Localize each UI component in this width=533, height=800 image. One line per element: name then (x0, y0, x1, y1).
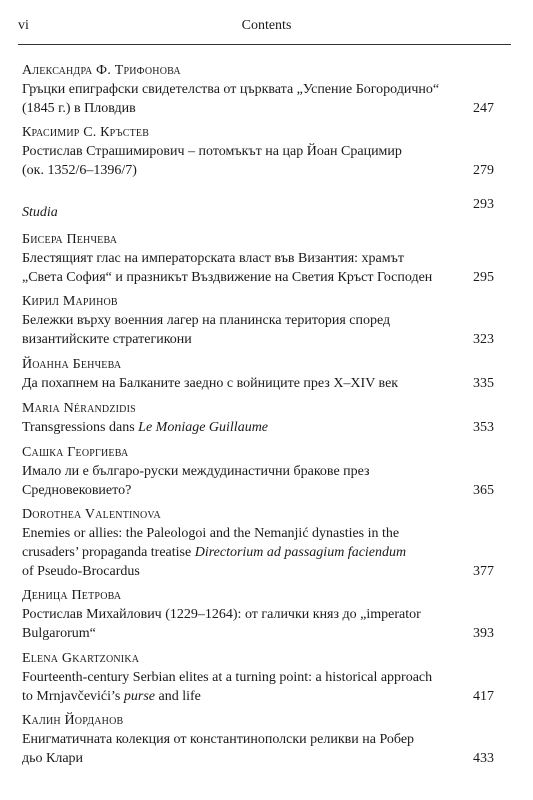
entry-title: Ростислав Страшимирович – потомъкът на цар Йоан Срацимир (ок. 1352/6–1396/7) (22, 144, 402, 178)
toc-entry (22, 231, 492, 287)
entry-author: Elena Gkartzonika (22, 651, 140, 666)
toc-entry (22, 712, 492, 768)
entry-author: Александра Ф. Трифонова (22, 63, 181, 78)
section-heading (22, 197, 494, 222)
entry-page: 323 (473, 332, 494, 347)
entry-title: Да похапнем на Балканите заедно с войниците през X–XIV век (22, 376, 399, 391)
entry-page: 393 (473, 626, 494, 641)
entry-author: Бисера Пенчева (22, 232, 118, 247)
entry-page: 247 (473, 101, 494, 116)
entry-title: Ростислав Михайлович (1229–1264): от галички княз до „imperator Bulgarorum“ (22, 607, 421, 641)
entry-page: 353 (473, 420, 494, 435)
entry-page: 417 (473, 689, 494, 704)
entry-title: Гръцки епиграфски свидетелства от църквата „Успение Богородично“ (1845 г.) в Пловдив (22, 82, 440, 116)
entry-title: Имало ли е българо-руски междудинастични бракове през Средновековието? (22, 464, 370, 498)
entry-title: Енигматичната колекция от константинополски реликви на Робер дьо Клари (22, 732, 415, 766)
entry-page: 433 (473, 751, 494, 766)
entry-page: 295 (473, 270, 494, 285)
section-label: Studia (22, 205, 58, 220)
entry-page: 365 (473, 483, 494, 498)
entry-title: Transgressions dans Le Moniage Guillaume (22, 420, 269, 435)
toc-entry (22, 356, 492, 393)
entry-author: Maria Nérandzidis (22, 401, 136, 416)
entry-author: Красимир С. Кръстев (22, 125, 150, 140)
entry-author: Калин Йорданов (22, 713, 124, 728)
toc-entry (22, 62, 492, 118)
entry-author: Кирил Маринов (22, 294, 118, 309)
toc-entry (22, 400, 492, 437)
entry-title: Fourteenth-century Serbian elites at a turning point: a historical approach to Mrnjavčevići’s purse and life (22, 670, 433, 704)
entry-author: Сашка Георгиева (22, 445, 129, 460)
entry-page: 377 (473, 564, 494, 579)
running-title: Contents (241, 18, 292, 33)
entry-author: Йоанна Бенчева (22, 357, 122, 372)
entry-page: 335 (473, 376, 494, 391)
toc-entry (22, 506, 492, 581)
entry-author: Dorothea Valentinova (22, 507, 161, 522)
toc-entry (22, 293, 492, 349)
entry-title: Enemies or allies: the Paleologoi and the Nemanjić dynasties in the crusaders’ propaganda treatise Directorium ad passagium faciendum of Pseudo-Brocardus (22, 526, 407, 579)
toc-entry (22, 650, 492, 706)
entry-title: Бележки върху военния лагер на планинска територия според византийските стратегикони (22, 313, 391, 347)
section-page: 293 (473, 197, 494, 212)
toc-entry (22, 124, 492, 180)
entry-page: 279 (473, 163, 494, 178)
toc-entry (22, 444, 492, 500)
entry-author: Деница Петрова (22, 588, 122, 603)
toc-entry (22, 587, 492, 643)
page-number: vi (18, 18, 29, 33)
entry-title: Блестящият глас на императорската власт във Византия: храмът „Света София“ и празникът Въздвижение на Светия Кръст Господен (22, 251, 433, 285)
